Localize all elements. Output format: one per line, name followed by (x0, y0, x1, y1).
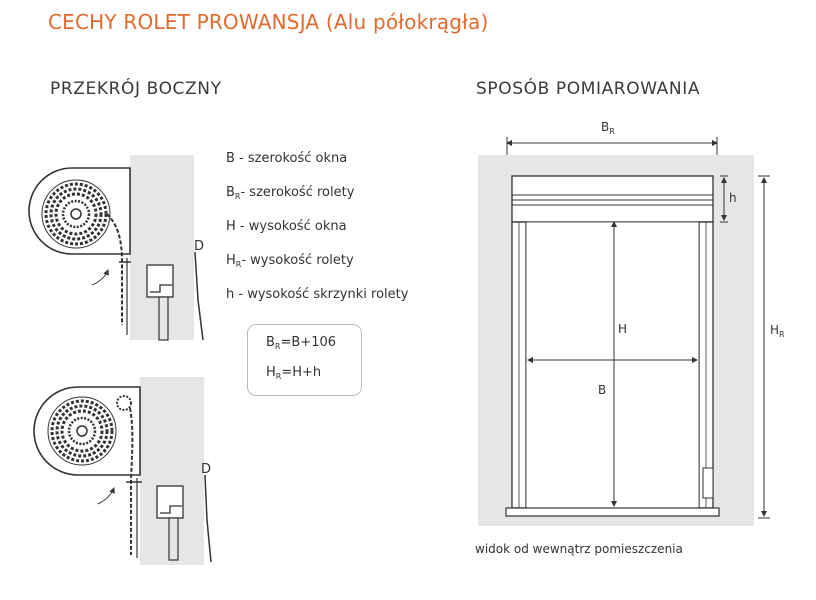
legend-item-hr: $H_R-$ wysokość rolety (226, 253, 354, 269)
measurement-heading: SPOSÓB POMIAROWANIA (476, 79, 701, 99)
label-br: $B_R$ (601, 120, 615, 136)
side-section-bottom (34, 377, 211, 565)
legend-item-box-height: h - wysokość skrzynki rolety (226, 287, 409, 302)
handle (703, 468, 713, 498)
guide-wheel (117, 396, 131, 410)
label-h: H (618, 322, 628, 336)
formula-hr: $H_R=H+h$ (266, 365, 322, 381)
window-sill (506, 508, 719, 516)
label-b: B (598, 383, 607, 397)
label-hr: $H_R$ (770, 323, 785, 339)
side-section-heading: PRZEKRÓJ BOCZNY (50, 79, 222, 99)
window-opening (526, 222, 699, 508)
formula-br: $B_R=B+106$ (266, 335, 337, 351)
roller-box-front (512, 176, 713, 222)
view-caption: widok od wewnątrz pomieszczenia (475, 542, 683, 556)
page-title: CECHY ROLET PROWANSJA (Alu półokrągła) (48, 10, 489, 34)
section-marker-top: D (194, 239, 205, 254)
legend-item-h: H - wysokość okna (226, 219, 347, 234)
legend-item-br: $B_R-$ szerokość rolety (226, 185, 355, 201)
side-section-top (29, 155, 203, 340)
label-box-height: h (729, 191, 737, 205)
section-marker-bottom: D (201, 462, 212, 477)
legend-item-b: B - szerokość okna (226, 151, 348, 166)
